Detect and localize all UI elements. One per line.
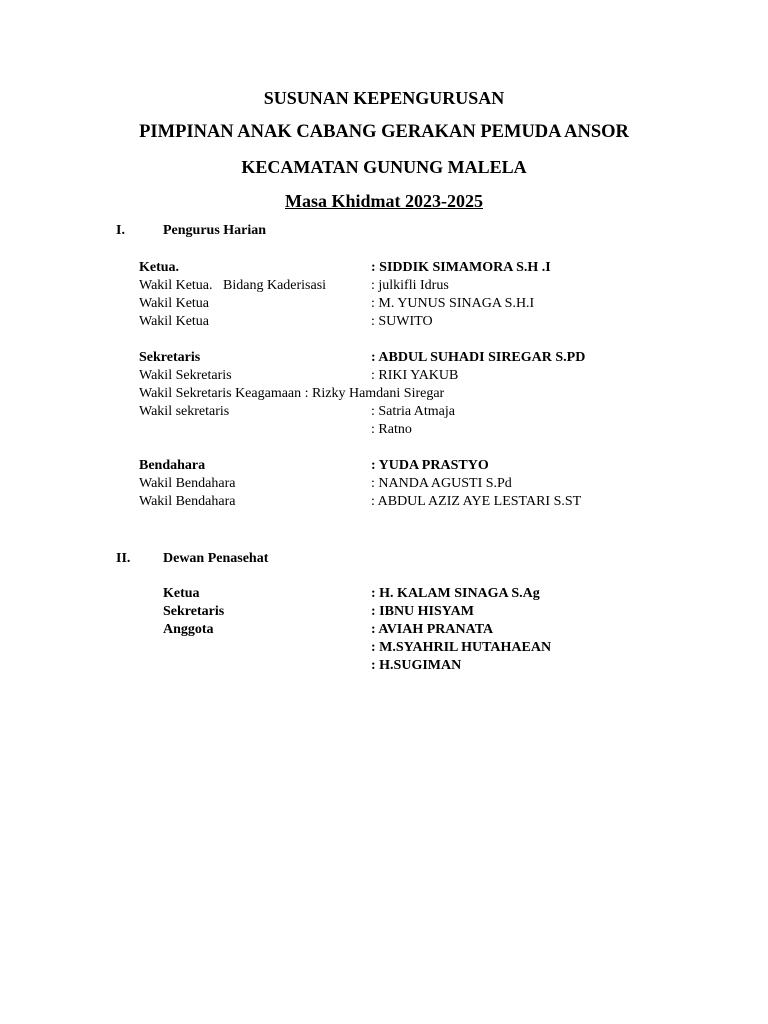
penasehat-row (163, 585, 699, 603)
ketua-label: Ketua. (139, 260, 180, 275)
doc-title-line-3: KECAMATAN GUNUNG MALELA (241, 157, 527, 177)
wakil-bendahara-row (139, 475, 699, 493)
bendahara-row (139, 457, 699, 475)
sekretaris-value: : ABDUL SUHADI SIREGAR S.PD (371, 350, 586, 365)
ketua-row (139, 259, 699, 277)
doc-title-line-2: PIMPINAN ANAK CABANG GERAKAN PEMUDA ANSOR (139, 122, 629, 142)
sekretaris-row (139, 349, 699, 367)
wakil-bendahara-value: : ABDUL AZIZ AYE LESTARI S.ST (371, 494, 582, 509)
sekretaris-extra-value: : Ratno (371, 422, 412, 437)
wakil-ketua-value: : M. YUNUS SINAGA S.H.I (371, 296, 535, 311)
penasehat-value: : M.SYAHRIL HUTAHAEAN (371, 640, 552, 655)
section-1-number: I. (116, 223, 125, 238)
wakil-sekretaris-value: : RIKI YAKUB (371, 368, 459, 383)
bendahara-label: Bendahara (139, 458, 206, 473)
wakil-sekretaris-row (139, 403, 699, 421)
sekretaris-extra-row (139, 421, 699, 439)
wakil-sekretaris-value: : Satria Atmaja (371, 404, 455, 419)
penasehat-value: : H. KALAM SINAGA S.Ag (371, 586, 540, 601)
doc-title-line-1: SUSUNAN KEPENGURUSAN (263, 88, 505, 108)
wakil-bendahara-row (139, 493, 699, 511)
wakil-sekretaris-keagamaan-text: Wakil Sekretaris Keagamaan : Rizky Hamdani Siregar (139, 386, 445, 401)
penasehat-row (163, 639, 699, 657)
penasehat-value: : AVIAH PRANATA (371, 622, 494, 637)
section-2-title: Dewan Penasehat (163, 551, 269, 566)
wakil-ketua-label: Wakil Ketua (139, 314, 210, 329)
penasehat-value: : IBNU HISYAM (371, 604, 474, 619)
penasehat-row (163, 657, 699, 675)
wakil-ketua-label: Wakil Ketua (139, 296, 210, 311)
wakil-sekretaris-label: Wakil Sekretaris (139, 368, 232, 383)
wakil-ketua-row (139, 277, 699, 295)
wakil-ketua-label: Wakil Ketua. Bidang Kaderisasi (139, 278, 327, 293)
penasehat-row (163, 621, 699, 639)
wakil-sekretaris-row (139, 367, 699, 385)
section-2-number: II. (116, 551, 131, 566)
penasehat-value: : H.SUGIMAN (371, 658, 462, 673)
bendahara-value: : YUDA PRASTYO (371, 458, 489, 473)
wakil-ketua-value: : julkifli Idrus (371, 278, 449, 293)
wakil-ketua-row (139, 313, 699, 331)
wakil-ketua-row (139, 295, 699, 313)
wakil-sekretaris-label: Wakil sekretaris (139, 404, 230, 419)
wakil-bendahara-label: Wakil Bendahara (139, 494, 236, 509)
section-1-title: Pengurus Harian (163, 223, 267, 238)
doc-title-period: Masa Khidmat 2023-2025 (285, 191, 483, 211)
penasehat-label: Anggota (163, 622, 214, 637)
penasehat-row (163, 603, 699, 621)
sekretaris-label: Sekretaris (139, 350, 201, 365)
penasehat-label: Sekretaris (163, 604, 225, 619)
ketua-value: : SIDDIK SIMAMORA S.H .I (371, 260, 551, 275)
wakil-bendahara-value: : NANDA AGUSTI S.Pd (371, 476, 512, 491)
penasehat-label: Ketua (163, 586, 200, 601)
wakil-ketua-value: : SUWITO (371, 314, 433, 329)
wakil-bendahara-label: Wakil Bendahara (139, 476, 236, 491)
wakil-sekretaris-keagamaan-row (139, 385, 699, 403)
